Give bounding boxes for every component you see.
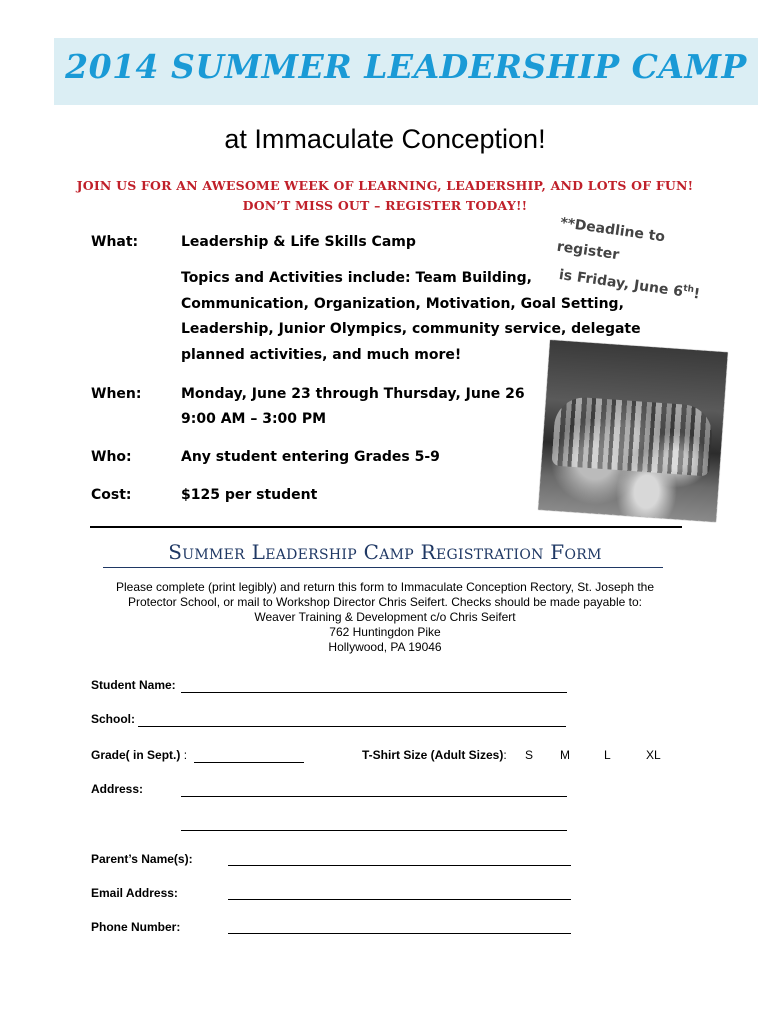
deadline-line-1: **Deadline to register [555,214,666,264]
parents-label: Parent’s Name(s): [91,852,193,866]
instructions-line: Please complete (print legibly) and return this form to Immaculate Conception Rectory, St. Joseph the [115,580,655,594]
email-label: Email Address: [91,886,178,900]
deadline-exclaim: ! [692,285,701,303]
grade-label-colon: : [183,748,188,762]
who-value: Any student entering Grades 5-9 [181,449,440,465]
tshirt-size-l[interactable]: L [604,748,611,762]
when-label: When: [91,386,142,402]
instructions-line: 762 Huntingdon Pike [329,625,441,639]
student-name-field[interactable] [181,692,567,693]
cost-label: Cost: [91,487,132,503]
address-field-line-2[interactable] [181,830,567,831]
topics-line: Communication, Organization, Motivation, Goal Setting, [181,295,624,312]
parents-field[interactable] [228,865,571,866]
instructions-line: Protector School, or mail to Workshop Director Chris Seifert. Checks should be made payable to: [127,595,642,609]
title-banner [54,38,758,105]
what-label: What: [91,234,139,250]
what-value: Leadership & Life Skills Camp [181,234,416,250]
topics-line: Topics and Activities include: Team Building, [181,270,532,286]
address-label: Address: [91,782,144,796]
student-name-label: Student Name: [91,678,176,692]
cost-value: $125 per student [181,487,318,503]
photo-people [551,396,713,477]
topics-line: planned activities, and much more! [181,346,462,363]
grade-field[interactable] [194,762,304,763]
tshirt-size-s[interactable]: S [525,748,534,762]
tshirt-label-text: T-Shirt Size (Adult Sizes) [362,748,504,762]
camp-group-photo [538,340,727,522]
tagline-line-1: JOIN US FOR AN AWESOME WEEK OF LEARNING, LEADERSHIP, AND LOTS OF FUN! [76,178,694,193]
school-label: School: [91,712,135,726]
email-field[interactable] [228,899,571,900]
form-instructions [0,580,770,655]
instructions-line: Hollywood, PA 19046 [328,640,442,654]
grade-label [91,748,187,762]
school-field[interactable] [138,726,566,727]
tshirt-label [362,748,507,762]
section-divider [90,526,682,528]
when-dates: Monday, June 23 through Thursday, June 26 [181,386,525,402]
when-times: 9:00 AM – 3:00 PM [181,411,327,427]
page-title: 2014 SUMMER LEADERSHIP CAMP [65,47,747,86]
grade-label-text: Grade( in Sept.) [91,748,181,762]
instructions-line: Weaver Training & Development c/o Chris Seifert [254,610,516,624]
phone-label: Phone Number: [91,920,181,934]
tshirt-size-m[interactable]: M [560,748,570,762]
who-label: Who: [91,449,132,465]
tshirt-size-xl[interactable]: XL [646,748,661,762]
tshirt-label-colon: : [503,748,507,762]
deadline-date: is Friday, June 6 [557,266,684,301]
tagline-line-2: DON’T MISS OUT – REGISTER TODAY!! [242,198,528,213]
address-field-line-1[interactable] [181,796,567,797]
page-subtitle: at Immaculate Conception! [224,124,546,154]
topics-line: Leadership, Junior Olympics, community service, delegate [181,321,641,337]
phone-field[interactable] [228,933,571,934]
form-title: Summer Leadership Camp Registration Form [0,540,770,564]
deadline-date-suffix: th [682,283,695,296]
